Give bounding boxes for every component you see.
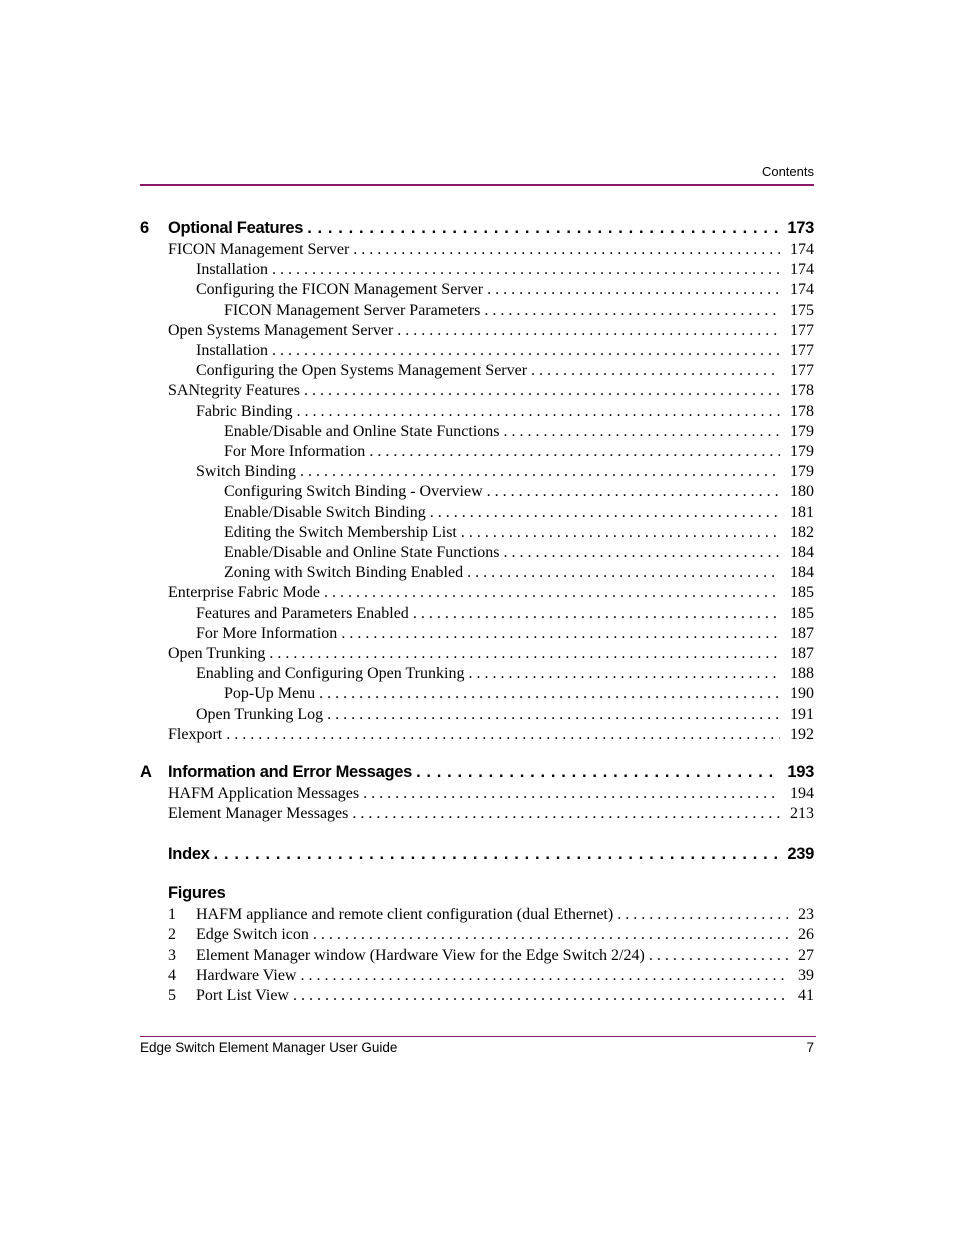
toc-entry[interactable] xyxy=(196,361,814,381)
dot-leader xyxy=(341,624,780,644)
toc-entry-page: 180 xyxy=(790,483,814,500)
dot-leader xyxy=(504,422,781,442)
dot-leader xyxy=(617,905,788,925)
figure-entry[interactable] xyxy=(196,986,814,1006)
dot-leader xyxy=(461,523,780,543)
dot-leader xyxy=(319,684,780,704)
footer-rule xyxy=(140,1036,816,1037)
dot-leader xyxy=(413,604,780,624)
toc-entry-page: 191 xyxy=(790,706,814,723)
dot-leader xyxy=(467,563,780,583)
toc-entry-title: FICON Management Server Parameters xyxy=(224,302,481,319)
toc-entry-title: Flexport xyxy=(168,726,223,743)
toc-entry[interactable] xyxy=(196,624,814,644)
toc-entry[interactable] xyxy=(168,240,814,260)
dot-leader xyxy=(649,946,788,966)
toc-entry-page: 190 xyxy=(790,685,814,702)
dot-leader xyxy=(531,361,780,381)
chapter-entry-page: 239 xyxy=(787,845,814,863)
footer-page-number: 7 xyxy=(806,1040,814,1055)
toc-entry-title: Pop-Up Menu xyxy=(224,685,316,702)
toc-entry-title: Installation xyxy=(196,261,268,278)
header-rule xyxy=(140,184,814,186)
toc-entry[interactable] xyxy=(168,583,814,603)
chapter-entry-title: Information and Error Messages xyxy=(168,763,413,781)
dot-leader xyxy=(484,301,780,321)
toc-entry-title: Configuring Switch Binding - Overview xyxy=(224,483,483,500)
dot-leader xyxy=(369,442,780,462)
figure-page: 26 xyxy=(798,926,814,943)
toc-entry-page: 194 xyxy=(790,785,814,802)
dot-leader xyxy=(307,218,780,238)
figure-title: Edge Switch icon xyxy=(196,926,309,943)
toc-entry-title: Fabric Binding xyxy=(196,403,293,420)
toc-entry[interactable] xyxy=(168,644,814,664)
toc-entry-title: Open Trunking xyxy=(168,645,266,662)
toc-entry-page: 178 xyxy=(790,382,814,399)
dot-leader xyxy=(324,583,780,603)
toc-entry-title: Installation xyxy=(196,342,268,359)
toc-entry[interactable] xyxy=(224,523,814,543)
toc-entry-title: Editing the Switch Membership List xyxy=(224,524,457,541)
figure-entry[interactable] xyxy=(196,946,814,966)
toc-entry-page: 177 xyxy=(790,362,814,379)
toc-entry-page: 179 xyxy=(790,443,814,460)
figure-title: Port List View xyxy=(196,987,289,1004)
figure-page: 39 xyxy=(798,967,814,984)
dot-leader xyxy=(430,503,780,523)
dot-leader xyxy=(487,280,780,300)
toc-entry-page: 187 xyxy=(790,625,814,642)
toc-entry-page: 174 xyxy=(790,281,814,298)
dot-leader xyxy=(468,664,780,684)
figure-title: Hardware View xyxy=(196,967,297,984)
toc-entry-page: 184 xyxy=(790,564,814,581)
dot-leader xyxy=(504,543,781,563)
footer-title: Edge Switch Element Manager User Guide xyxy=(140,1040,398,1055)
toc-entry-title: Open Systems Management Server xyxy=(168,322,394,339)
toc-entry-page: 187 xyxy=(790,645,814,662)
toc-entry-page: 179 xyxy=(790,463,814,480)
toc-entry-title: FICON Management Server xyxy=(168,241,350,258)
toc-entry-title: HAFM Application Messages xyxy=(168,785,360,802)
toc-entry-page: 182 xyxy=(790,524,814,541)
figure-page: 41 xyxy=(798,987,814,1004)
chapter-entry-page: 173 xyxy=(787,219,814,237)
toc-entry[interactable] xyxy=(196,280,814,300)
dot-leader xyxy=(300,462,780,482)
chapter-entry[interactable] xyxy=(168,844,814,864)
dot-leader xyxy=(304,381,780,401)
figure-title: Element Manager window (Hardware View for the Edge Switch 2/24) xyxy=(196,947,645,964)
toc-entry[interactable] xyxy=(224,503,814,523)
dot-leader xyxy=(397,321,780,341)
toc-entry-page: 185 xyxy=(790,605,814,622)
toc-entry-page: 192 xyxy=(790,726,814,743)
dot-leader xyxy=(313,925,788,945)
dot-leader xyxy=(293,986,788,1006)
toc-entry-page: 184 xyxy=(790,544,814,561)
figure-page: 23 xyxy=(798,906,814,923)
chapter-entry[interactable] xyxy=(168,762,814,782)
dot-leader xyxy=(327,705,780,725)
chapter-entry-title: Index xyxy=(168,845,210,863)
toc-entry-page: 188 xyxy=(790,665,814,682)
toc-entry[interactable] xyxy=(196,341,814,361)
figure-entry[interactable] xyxy=(196,966,814,986)
figure-page: 27 xyxy=(798,947,814,964)
figure-number: 2 xyxy=(168,926,176,943)
dot-leader xyxy=(363,784,780,804)
toc-entry-title: Enable/Disable and Online State Functions xyxy=(224,544,500,561)
toc-entry[interactable] xyxy=(224,563,814,583)
dot-leader xyxy=(352,804,780,824)
toc-entry[interactable] xyxy=(196,462,814,482)
toc-entry[interactable] xyxy=(168,381,814,401)
toc-entry-page: 181 xyxy=(790,504,814,521)
toc-entry-page: 178 xyxy=(790,403,814,420)
toc-entry-title: For More Information xyxy=(224,443,366,460)
chapter-entry[interactable] xyxy=(168,218,814,238)
toc-entry[interactable] xyxy=(196,260,814,280)
toc-entry[interactable] xyxy=(224,684,814,704)
toc-entry-title: Enterprise Fabric Mode xyxy=(168,584,320,601)
dot-leader xyxy=(416,762,780,782)
dot-leader xyxy=(269,644,780,664)
toc-entry-title: Configuring the FICON Management Server xyxy=(196,281,484,298)
toc-entry-title: Features and Parameters Enabled xyxy=(196,605,409,622)
figure-number: 4 xyxy=(168,967,176,984)
toc-entry-page: 179 xyxy=(790,423,814,440)
toc-entry-title: Open Trunking Log xyxy=(196,706,324,723)
running-head: Contents xyxy=(761,164,814,179)
toc-entry[interactable] xyxy=(224,442,814,462)
dot-leader xyxy=(353,240,780,260)
toc-entry[interactable] xyxy=(168,725,814,745)
toc-entry[interactable] xyxy=(224,301,814,321)
toc-entry[interactable] xyxy=(224,543,814,563)
toc-entry[interactable] xyxy=(196,402,814,422)
dot-leader xyxy=(226,725,780,745)
toc-entry-page: 174 xyxy=(790,241,814,258)
toc-entry[interactable] xyxy=(168,804,814,824)
toc-entry-title: Enabling and Configuring Open Trunking xyxy=(196,665,465,682)
chapter-entry-title: Optional Features xyxy=(168,219,304,237)
dot-leader xyxy=(214,844,780,864)
toc-entry[interactable] xyxy=(224,482,814,502)
chapter-number: A xyxy=(140,763,152,781)
toc-entry[interactable] xyxy=(168,321,814,341)
toc-entry-title: For More Information xyxy=(196,625,338,642)
toc-entry-title: Enable/Disable Switch Binding xyxy=(224,504,426,521)
dot-leader xyxy=(487,482,780,502)
toc-entry[interactable] xyxy=(224,422,814,442)
figure-title: HAFM appliance and remote client configuration (dual Ethernet) xyxy=(196,906,614,923)
toc-entry-page: 185 xyxy=(790,584,814,601)
toc-entry-page: 177 xyxy=(790,322,814,339)
toc-entry-page: 174 xyxy=(790,261,814,278)
toc-entry-page: 175 xyxy=(790,302,814,319)
dot-leader xyxy=(296,402,780,422)
toc-entry-title: Switch Binding xyxy=(196,463,297,480)
toc-entry[interactable] xyxy=(196,664,814,684)
dot-leader xyxy=(272,260,780,280)
figure-entry[interactable] xyxy=(196,925,814,945)
toc-entry-title: Zoning with Switch Binding Enabled xyxy=(224,564,464,581)
figure-entry[interactable] xyxy=(196,905,814,925)
chapter-number: 6 xyxy=(140,219,150,237)
toc-entry-page: 177 xyxy=(790,342,814,359)
dot-leader xyxy=(272,341,780,361)
dot-leader xyxy=(300,966,788,986)
toc-entry-title: Enable/Disable and Online State Functions xyxy=(224,423,500,440)
figure-number: 5 xyxy=(168,987,176,1004)
chapter-entry-page: 193 xyxy=(787,763,814,781)
figure-number: 3 xyxy=(168,947,176,964)
toc-entry-title: SANtegrity Features xyxy=(168,382,300,399)
toc-entry-page: 213 xyxy=(790,805,814,822)
toc-entry-title: Configuring the Open Systems Management Server xyxy=(196,362,528,379)
toc-entry[interactable] xyxy=(196,705,814,725)
figures-heading: Figures xyxy=(168,884,226,902)
toc-entry[interactable] xyxy=(168,784,814,804)
toc-entry-title: Element Manager Messages xyxy=(168,805,349,822)
figure-number: 1 xyxy=(168,906,176,923)
toc-entry[interactable] xyxy=(196,604,814,624)
